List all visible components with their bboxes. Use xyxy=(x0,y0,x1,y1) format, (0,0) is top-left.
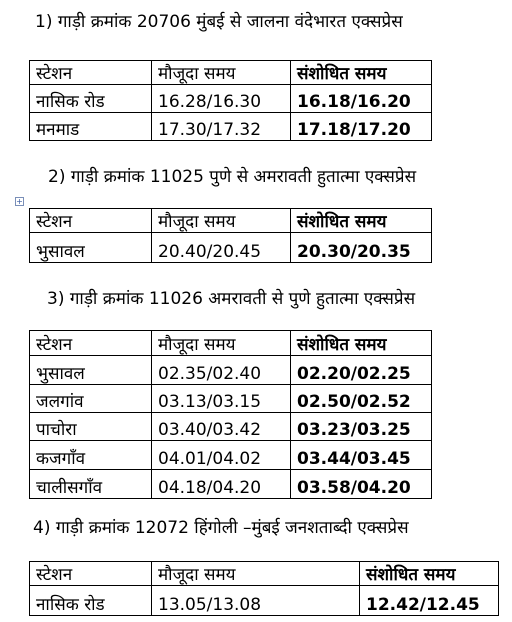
revised-time-cell: 03.58/04.20 xyxy=(291,470,432,499)
col-header-current-time: मौजूदा समय xyxy=(152,209,291,233)
table-row xyxy=(30,413,432,441)
revised-time-cell: 17.18/17.20 xyxy=(291,113,432,141)
revised-time-cell: 20.30/20.35 xyxy=(291,233,432,263)
col-header-station: स्टेशन xyxy=(30,61,152,85)
section-1-title: 1) गाड़ी क्रमांक 20706 मुंबई से जालना वंदेभारत एक्सप्रेस xyxy=(35,12,403,32)
col-header-revised-time: संशोधित समय xyxy=(291,209,432,233)
revised-time-cell: 03.44/03.45 xyxy=(291,441,432,470)
revised-time-cell: 03.23/03.25 xyxy=(291,413,432,441)
station-cell: भुसावल xyxy=(30,233,152,263)
section-3-title: 3) गाड़ी क्रमांक 11026 अमरावती से पुणे हुतात्मा एक्सप्रेस xyxy=(47,289,416,309)
table-row xyxy=(30,586,499,616)
current-time-cell: 17.30/17.32 xyxy=(152,113,291,141)
revised-time-cell: 02.50/02.52 xyxy=(291,385,432,413)
col-header-revised-time: संशोधित समय xyxy=(360,562,499,586)
table-row xyxy=(30,233,432,263)
table-row xyxy=(30,441,432,470)
revised-time-cell: 16.18/16.20 xyxy=(291,85,432,113)
section-2-table xyxy=(29,208,432,263)
station-cell: जलगांव xyxy=(30,385,152,413)
station-cell: कजगाँव xyxy=(30,441,152,470)
section-3-table xyxy=(29,330,432,499)
move-handle-icon[interactable]: + xyxy=(16,197,23,206)
current-time-cell: 04.01/04.02 xyxy=(152,441,291,470)
current-time-cell: 02.35/02.40 xyxy=(152,356,291,385)
col-header-station: स्टेशन xyxy=(30,331,152,356)
table-row xyxy=(30,470,432,499)
station-cell: नासिक रोड xyxy=(30,586,152,616)
current-time-cell: 16.28/16.30 xyxy=(152,85,291,113)
station-cell: पाचोरा xyxy=(30,413,152,441)
section-1-table xyxy=(29,60,432,141)
station-cell: चालीसगाँव xyxy=(30,470,152,499)
col-header-station: स्टेशन xyxy=(30,562,152,586)
current-time-cell: 03.13/03.15 xyxy=(152,385,291,413)
table-row xyxy=(30,85,432,113)
col-header-revised-time: संशोधित समय xyxy=(291,331,432,356)
revised-time-cell: 12.42/12.45 xyxy=(360,586,499,616)
col-header-current-time: मौजूदा समय xyxy=(152,331,291,356)
table-header-row xyxy=(30,331,432,356)
table-header-row xyxy=(30,61,432,85)
section-4-table xyxy=(29,561,499,616)
station-cell: नासिक रोड xyxy=(30,85,152,113)
station-cell: भुसावल xyxy=(30,356,152,385)
current-time-cell: 13.05/13.08 xyxy=(152,586,360,616)
col-header-current-time: मौजूदा समय xyxy=(152,562,360,586)
table-header-row xyxy=(30,209,432,233)
revised-time-cell: 02.20/02.25 xyxy=(291,356,432,385)
table-row xyxy=(30,385,432,413)
current-time-cell: 03.40/03.42 xyxy=(152,413,291,441)
section-2-title: 2) गाड़ी क्रमांक 11025 पुणे से अमरावती हुतात्मा एक्सप्रेस xyxy=(48,167,417,187)
current-time-cell: 04.18/04.20 xyxy=(152,470,291,499)
col-header-revised-time: संशोधित समय xyxy=(291,61,432,85)
col-header-station: स्टेशन xyxy=(30,209,152,233)
station-cell: मनमाड xyxy=(30,113,152,141)
table-row xyxy=(30,113,432,141)
table-header-row xyxy=(30,562,499,586)
section-4-title: 4) गाड़ी क्रमांक 12072 हिंगोली –मुंबई जनशताब्दी एक्सप्रेस xyxy=(33,518,409,538)
col-header-current-time: मौजूदा समय xyxy=(152,61,291,85)
current-time-cell: 20.40/20.45 xyxy=(152,233,291,263)
table-row xyxy=(30,356,432,385)
